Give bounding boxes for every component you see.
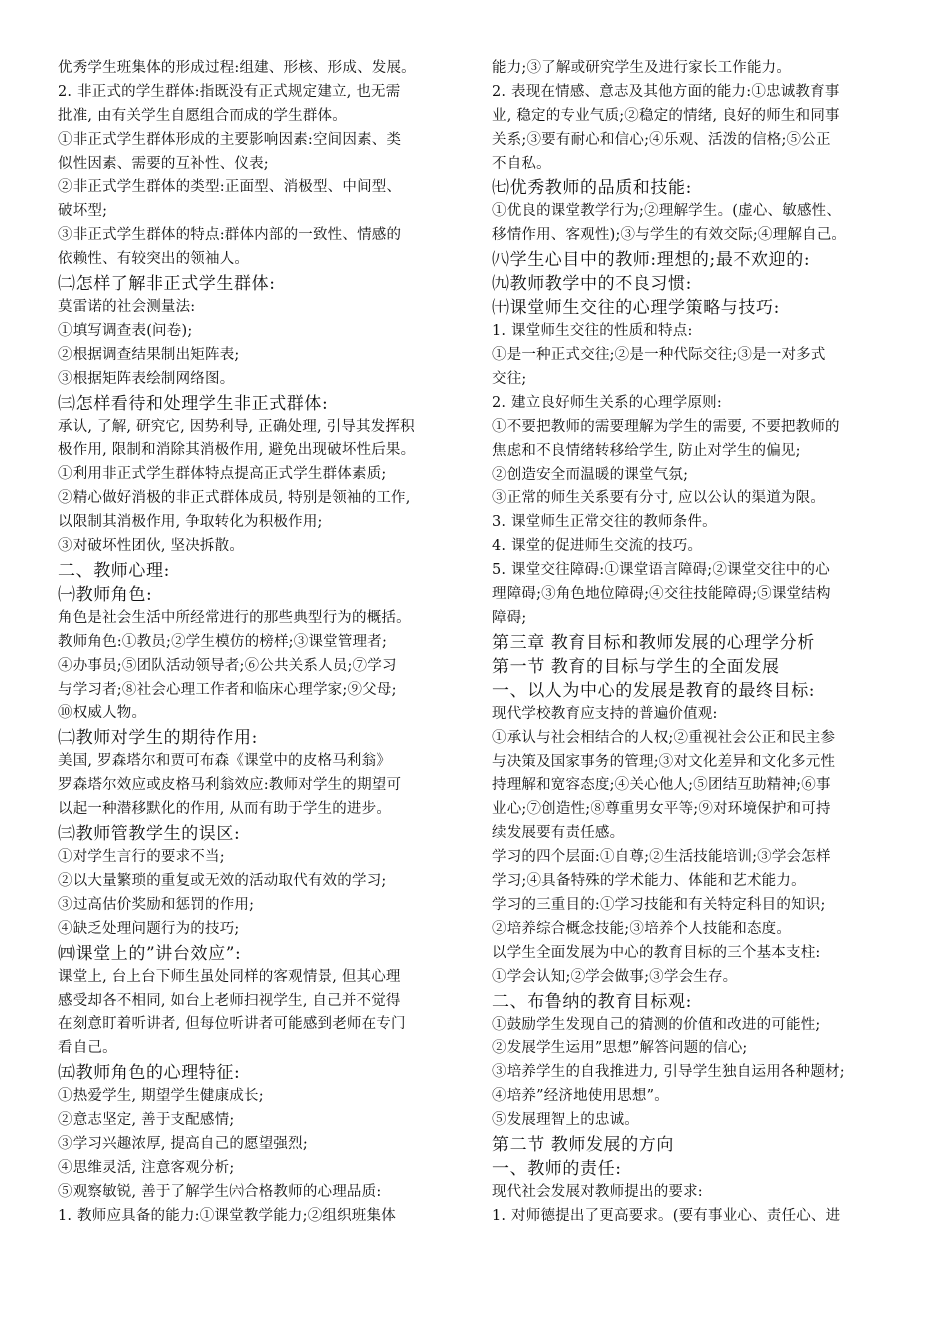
- text-line: 5. 课堂交往障碍:①课堂语言障碍;②课堂交往中的心: [492, 562, 830, 579]
- text-line: 1. 对师德提出了更高要求。(要有事业心、责任心、进: [492, 1207, 841, 1224]
- section-heading-line: ㈡教师对学生的期待作用:: [58, 728, 258, 749]
- section-heading-line: 第三章 教育目标和教师发展的心理学分析: [492, 632, 815, 653]
- text-line: 理障碍;③角色地位障碍;④交往技能障碍;⑤课堂结构: [492, 586, 831, 603]
- text-line: ③学习兴趣浓厚, 提高自己的愿望强烈;: [58, 1135, 308, 1152]
- section-heading-line: 第二节 教师发展的方向: [492, 1134, 675, 1155]
- text-line: 在刻意盯着听讲者, 但每位听讲者可能感到老师在专门: [58, 1016, 406, 1033]
- text-line: ①承认与社会相结合的人权;②重视社会公正和民主参: [492, 729, 836, 746]
- text-line: ①利用非正式学生群体特点提高正式学生群体素质;: [58, 466, 387, 483]
- text-line: 学习;④具备特殊的学术能力、体能和艺术能力。: [492, 873, 806, 890]
- text-line: ④办事员;⑤团队活动领导者;⑥公共关系人员;⑦学习: [58, 657, 397, 674]
- text-line: ③培养学生的自我推进力, 引导学生独自运用各种题材;: [492, 1064, 845, 1081]
- text-line: ①学会认知;②学会做事;③学会生存。: [492, 968, 738, 985]
- section-heading-line: 一、教师的责任:: [492, 1158, 622, 1179]
- text-line: 似性因素、需要的互补性、仪表;: [58, 155, 269, 172]
- section-heading-line: ㈡怎样了解非正式学生群体:: [58, 274, 276, 295]
- text-line: ①鼓励学生发现自己的猜测的价值和改进的可能性;: [492, 1016, 821, 1033]
- section-heading-line: ㈢教师管教学生的误区:: [58, 824, 241, 845]
- text-line: 1. 课堂师生交往的性质和特点:: [492, 323, 693, 340]
- text-line: 与决策及国家事务的管理;③对文化差异和文化多元性: [492, 753, 836, 770]
- right-text-column: [492, 57, 904, 1229]
- text-line: 1. 教师应具备的能力:①课堂教学能力;②组织班集体: [58, 1207, 396, 1224]
- section-heading-line: ㈩课堂师生交往的心理学策略与技巧:: [492, 298, 780, 319]
- text-line: 持理解和宽容态度;④关心他人;⑤团结互助精神;⑥事: [492, 777, 831, 794]
- text-line: 以起一种潜移默化的作用, 从而有助于学生的进步。: [58, 801, 392, 818]
- text-line: ②发展学生运用”思想”解答问题的信心;: [492, 1040, 748, 1057]
- text-line: 美国, 罗森塔尔和贾可布森《课堂中的皮格马利翁》: [58, 753, 392, 770]
- section-heading-line: ㈢怎样看待和处理学生非正式群体:: [58, 393, 329, 414]
- section-heading-line: 第一节 教育的目标与学生的全面发展: [492, 656, 780, 677]
- section-heading-line: ㈠教师角色:: [58, 584, 153, 605]
- section-heading-line: ㈤教师角色的心理特征:: [58, 1063, 241, 1084]
- text-line: ③非正式学生群体的特点:群体内部的一致性、情感的: [58, 227, 402, 244]
- text-line: 能力;③了解或研究学生及进行家长工作能力。: [492, 60, 792, 76]
- left-text-column: [58, 57, 470, 1229]
- text-line: ④缺乏处理问题行为的技巧;: [58, 920, 240, 937]
- text-line: ③正常的师生关系要有分寸, 应以公认的渠道为限。: [492, 490, 826, 507]
- text-line: 批准, 由有关学生自愿组合而成的学生群体。: [58, 107, 347, 124]
- text-line: 优秀学生班集体的形成过程:组建、形核、形成、发展。: [58, 60, 416, 76]
- text-line: 现代学校教育应支持的普遍价值观:: [492, 705, 718, 722]
- text-line: ②根据调查结果制出矩阵表;: [58, 346, 240, 363]
- text-line: 依赖性、有较突出的领袖人。: [58, 251, 250, 268]
- text-line: 莫雷诺的社会测量法:: [58, 299, 196, 316]
- text-line: 现代社会发展对教师提出的要求:: [492, 1183, 703, 1200]
- text-line: 2. 非正式的学生群体:指既没有正式规定建立, 也无需: [58, 83, 401, 100]
- text-line: ②意志坚定, 善于支配感情;: [58, 1112, 235, 1129]
- section-heading-line: ㈧学生心目中的教师:理想的;最不欢迎的:: [492, 250, 811, 271]
- text-line: 看自己。: [58, 1040, 117, 1057]
- section-heading-line: 一、以人为中心的发展是教育的最终目标:: [492, 680, 816, 701]
- text-line: ④思维灵活, 注意客观分析;: [58, 1159, 235, 1176]
- text-line: ⑤发展理智上的忠诚。: [492, 1112, 639, 1129]
- text-line: ①优良的课堂教学行为;②理解学生。(虚心、敏感性、: [492, 203, 842, 220]
- text-line: 不自私。: [492, 155, 551, 172]
- text-line: ②培养综合概念技能;③培养个人技能和态度。: [492, 920, 792, 937]
- text-line: 焦虑和不良情绪转移给学生, 防止对学生的偏见;: [492, 442, 801, 459]
- text-line: ②非正式学生群体的类型:正面型、消极型、中间型、: [58, 179, 402, 196]
- text-line: 角色是社会生活中所经常进行的那些典型行为的概括。: [58, 609, 411, 626]
- text-line: ③根据矩阵表绘制网络图。: [58, 370, 235, 387]
- text-line: 以学生全面发展为中心的教育目标的三个基本支柱:: [492, 944, 821, 961]
- text-line: ④培养”经济地使用思想”。: [492, 1088, 669, 1105]
- text-line: 破坏型;: [58, 203, 108, 220]
- text-line: 2. 建立良好师生关系的心理学原则:: [492, 394, 722, 411]
- text-line: ③过高估价奖励和惩罚的作用;: [58, 896, 255, 913]
- text-line: ③对破坏性团伙, 坚决拆散。: [58, 538, 245, 555]
- text-line: 学习的三重目的:①学习技能和有关特定科目的知识;: [492, 896, 826, 913]
- text-line: ①热爱学生, 期望学生健康成长;: [58, 1088, 264, 1105]
- text-line: ⑤观察敏锐, 善于了解学生㈥合格教师的心理品质:: [58, 1183, 382, 1200]
- text-line: ①不要把教师的需要理解为学生的需要, 不要把教师的: [492, 418, 840, 435]
- text-line: ①填写调查表(问卷);: [58, 322, 193, 339]
- section-heading-line: ㈨教师教学中的不良习惯:: [492, 274, 692, 295]
- text-line: 感受却各不相同, 如台上老师扫视学生, 自己并不觉得: [58, 992, 401, 1009]
- text-line: ②精心做好消极的非正式群体成员, 特别是领袖的工作,: [58, 490, 411, 507]
- text-line: 2. 表现在情感、意志及其他方面的能力:①忠诚教育事: [492, 83, 840, 100]
- text-line: 以限制其消极作用, 争取转化为积极作用;: [58, 514, 323, 531]
- section-heading-line: 二、布鲁纳的教育目标观:: [492, 991, 692, 1012]
- text-line: ①是一种正式交往;②是一种代际交往;③是一对多式: [492, 347, 826, 364]
- text-line: 交往;: [492, 371, 527, 388]
- text-line: 教师角色:①教员;②学生模仿的榜样;③课堂管理者;: [58, 633, 388, 650]
- text-line: 4. 课堂的促进师生交流的技巧。: [492, 538, 703, 555]
- text-line: 障碍;: [492, 609, 527, 626]
- text-line: 业, 稳定的专业气质;②稳定的情绪, 良好的师生和同事: [492, 107, 840, 124]
- section-heading-line: ㈣课堂上的”讲台效应”:: [58, 943, 242, 964]
- text-line: 极作用, 限制和消除其消极作用, 避免出现破坏性后果。: [58, 442, 416, 459]
- text-line: 学习的四个层面:①自尊;②生活技能培训;③学会怎样: [492, 849, 831, 866]
- text-line: 罗森塔尔效应或皮格马利翁效应:教师对学生的期望可: [58, 777, 402, 794]
- text-line: 关系;③要有耐心和信心;④乐观、活泼的信格;⑤公正: [492, 131, 831, 148]
- text-line: 与学习者;⑧社会心理工作者和临床心理学家;⑨父母;: [58, 681, 397, 698]
- text-line: 承认, 了解, 研究它, 因势利导, 正确处理, 引导其发挥积: [58, 418, 415, 435]
- text-line: 3. 课堂师生正常交往的教师条件。: [492, 514, 717, 531]
- section-heading-line: ㈦优秀教师的品质和技能:: [492, 178, 692, 199]
- text-line: 课堂上, 台上台下师生虽处同样的客观情景, 但其心理: [58, 968, 401, 985]
- text-line: ②创造安全而温暖的课堂气氛;: [492, 466, 689, 483]
- text-line: ⑩权威人物。: [58, 705, 147, 722]
- section-heading-line: 二、教师心理:: [58, 560, 170, 581]
- text-line: ①对学生言行的要求不当;: [58, 849, 225, 866]
- text-line: ②以大量繁琐的重复或无效的活动取代有效的学习;: [58, 872, 387, 889]
- text-line: 移情作用、客观性);③与学生的有效交际;④理解自己。: [492, 227, 847, 244]
- text-line: 业心;⑦创造性;⑧尊重男女平等;⑨对环境保护和可持: [492, 801, 831, 818]
- text-line: ①非正式学生群体形成的主要影响因素:空间因素、类: [58, 131, 402, 148]
- text-line: 续发展要有责任感。: [492, 825, 625, 842]
